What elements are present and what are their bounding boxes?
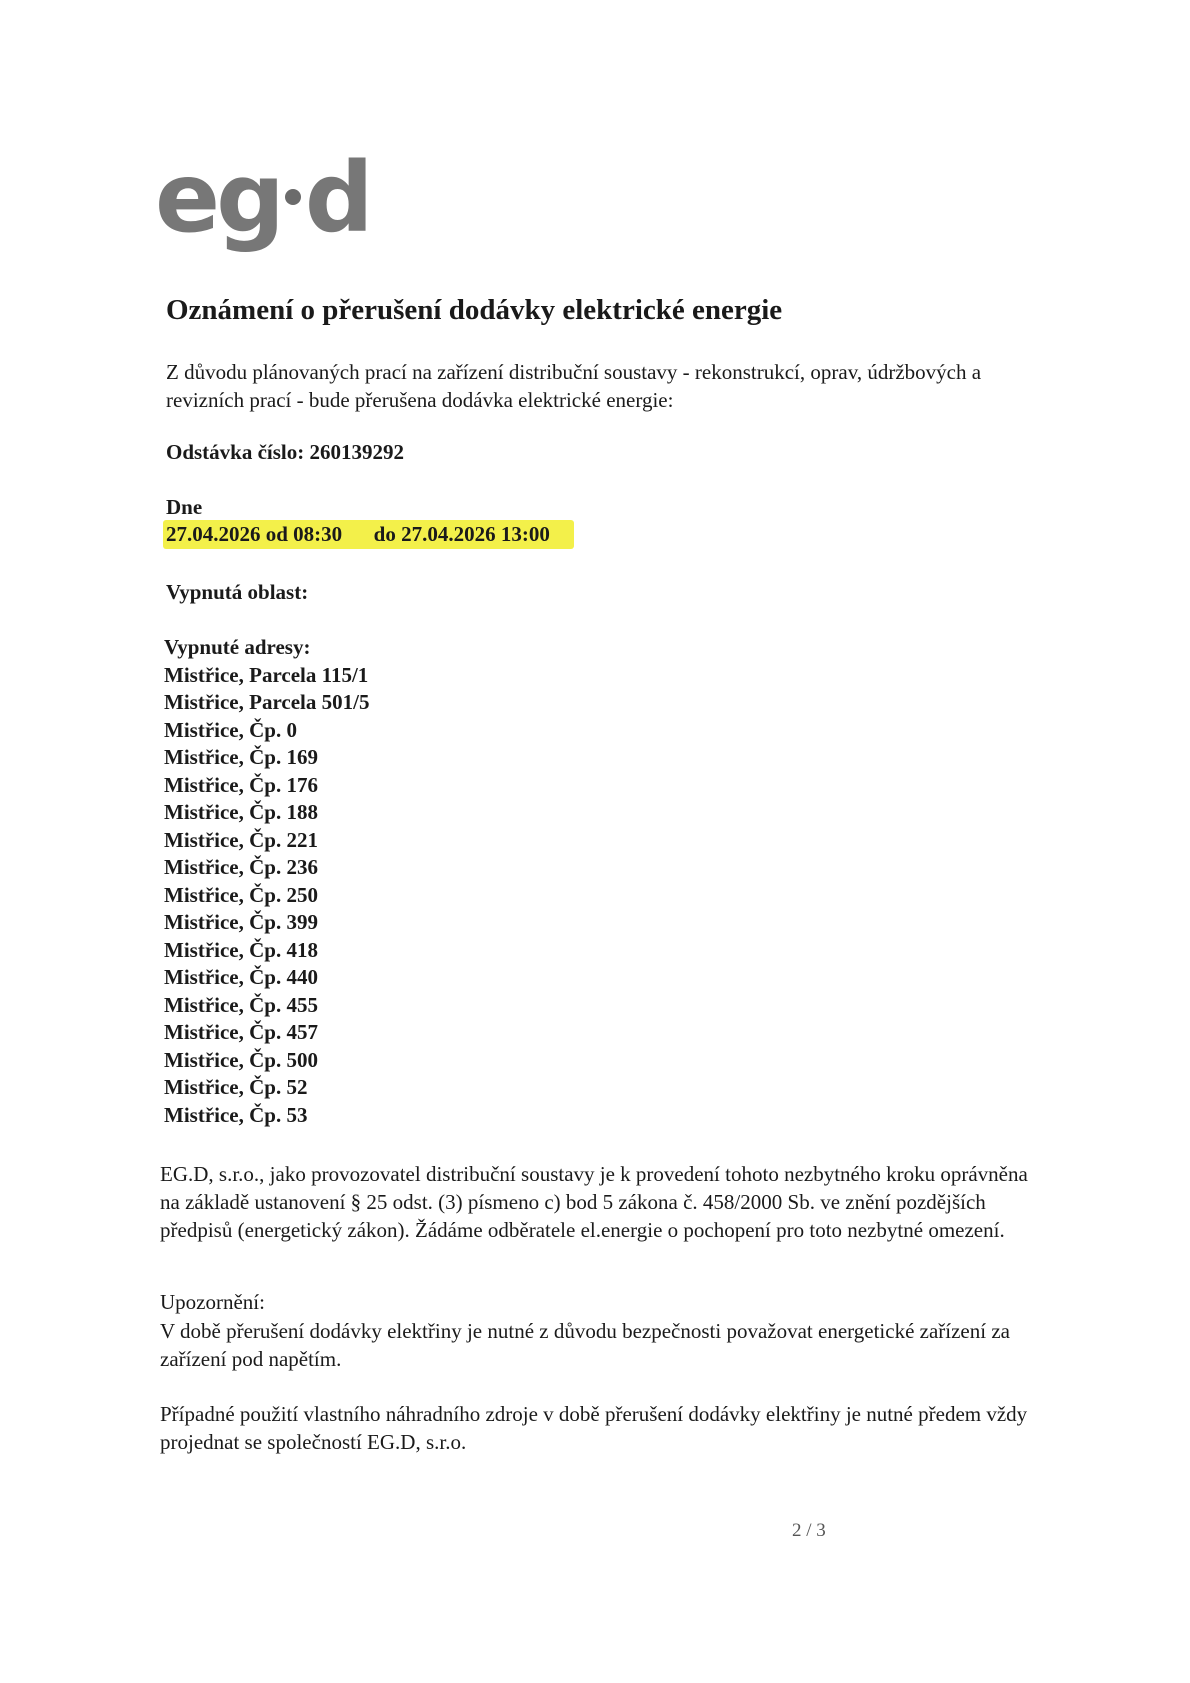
address-item: Mistřice, Čp. 399	[164, 910, 318, 934]
legal-paragraph: EG.D, s.r.o., jako provozovatel distribuční soustavy je k provedení tohoto nezbytného kroku oprávněna na základě ustanovení § 25 odst. (3) písmeno c) bod 5 zákona č. 458/2000 Sb. ve znění pozdějších předpisů (energetický zákon). Žádáme odběratele el.energie o pochopení pro toto nezbytné omezení.	[160, 1162, 1028, 1242]
address-item: Mistřice, Čp. 418	[164, 937, 318, 962]
address-item: Mistřice, Čp. 457	[164, 1020, 318, 1044]
address-item: Mistřice, Čp. 176	[164, 772, 318, 797]
address-item: Mistřice, Čp. 236	[164, 855, 318, 879]
egd-logo	[155, 142, 370, 254]
area-label: Vypnutá oblast:	[166, 580, 309, 604]
address-item: Mistřice, Čp. 500	[164, 1047, 318, 1072]
address-list	[164, 634, 369, 1129]
logo-text-left: eg	[155, 142, 281, 254]
address-item: Mistřice, Parcela 501/5	[164, 690, 370, 714]
address-item: Mistřice, Čp. 0	[164, 717, 297, 742]
address-item: Mistřice, Čp. 52	[164, 1075, 308, 1099]
logo-dot-icon	[285, 189, 301, 205]
warning-paragraph: V době přerušení dodávky elektřiny je nutné z důvodu bezpečnosti považovat energetické zařízení za zařízení pod napětím.	[160, 1319, 1010, 1371]
logo-text-right: d	[304, 142, 370, 254]
address-item: Mistřice, Čp. 221	[164, 827, 318, 852]
address-item: Mistřice, Čp. 455	[164, 992, 318, 1017]
outage-number: Odstávka číslo: 260139292	[166, 440, 405, 464]
address-item: Mistřice, Čp. 53	[164, 1102, 308, 1127]
address-item: Mistřice, Čp. 440	[164, 965, 318, 989]
date-range-highlight: 27.04.2026 od 08:30 do 27.04.2026 13:00	[163, 520, 574, 549]
document-title: Oznámení o přerušení dodávky elektrické energie	[166, 294, 783, 326]
address-item: Mistřice, Čp. 250	[164, 882, 318, 907]
intro-paragraph: Z důvodu plánovaných prací na zařízení distribuční soustavy - rekonstrukcí, oprav, údržbových a revizních prací - bude přerušena dodávka elektrické energie:	[166, 360, 982, 412]
day-label: Dne	[166, 495, 203, 519]
address-item: Mistřice, Čp. 188	[164, 800, 318, 824]
page-number: 2 / 3	[792, 1520, 826, 1541]
addresses-label: Vypnuté adresy:	[164, 635, 311, 659]
address-item: Mistřice, Čp. 169	[164, 745, 318, 769]
warning-label: Upozornění:	[160, 1290, 265, 1314]
address-item: Mistřice, Parcela 115/1	[164, 662, 369, 687]
backup-source-paragraph: Případné použití vlastního náhradního zdroje v době přerušení dodávky elektřiny je nutné předem vždy projednat se společností EG.D, s.r.o.	[160, 1402, 1028, 1454]
